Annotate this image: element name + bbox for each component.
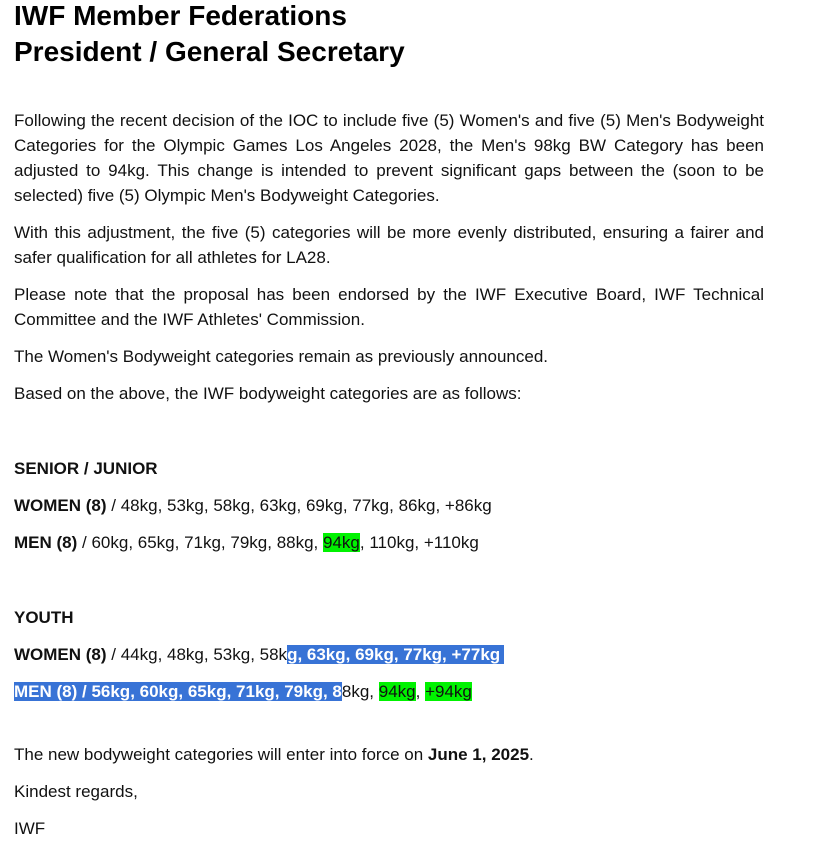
youth-men-row: [14, 679, 764, 704]
paragraph-categories-intro: Based on the above, the IWF bodyweight categories are as follows:: [14, 384, 522, 403]
document-title: [14, 0, 764, 70]
section-heading-senior-junior: [14, 456, 764, 481]
youth-men-separator: ,: [415, 682, 426, 701]
youth-women-row: [14, 642, 764, 667]
signature: IWF: [14, 819, 46, 838]
senior-women-row: [14, 493, 764, 518]
closing-regards: Kindest regards,: [14, 782, 138, 801]
senior-women-label: WOMEN (8): [14, 496, 107, 515]
title-line-roles: President / General Secretary: [14, 36, 405, 67]
document: [14, 0, 764, 841]
senior-men-highlight-94kg: 94kg: [323, 533, 360, 552]
youth-women-values: / 44kg, 48kg, 53kg, 58k: [106, 645, 288, 664]
section-heading-youth: [14, 605, 764, 630]
senior-men-row: [14, 530, 764, 555]
paragraph-ioc-decision: Following the recent decision of the IOC to include five (5) Women's and five (5) Men's Bodyweight Categories for the Olympic Games Los Angeles 2028, the Men's 98kg BW Category has been adjusted to 94kg. This change is intended to prevent significant gaps between the (soon to be selected) five (5) Olympic Men's Bodyweight Categories.: [14, 111, 764, 205]
effective-date-period: .: [529, 745, 534, 764]
youth-women-label: WOMEN (8): [14, 645, 107, 664]
effective-date: June 1, 2025: [427, 745, 530, 764]
paragraph-adjustment: With this adjustment, the five (5) categories will be more evenly distributed, ensuring a fairer and safer qualification for all athletes for LA28.: [14, 223, 764, 267]
youth-women-selected-text[interactable]: g, 63kg, 69kg, 77kg, +77kg: [287, 645, 504, 664]
youth-men-selected-text[interactable]: MEN (8) / 56kg, 60kg, 65kg, 71kg, 79kg, 8: [14, 682, 342, 701]
senior-men-values: / 60kg, 65kg, 71kg, 79kg, 88kg,: [77, 533, 324, 552]
senior-women-values: / 48kg, 53kg, 58kg, 63kg, 69kg, 77kg, 86kg, +86kg: [106, 496, 492, 515]
youth-men-values: 8kg,: [341, 682, 379, 701]
paragraph-endorsement: Please note that the proposal has been endorsed by the IWF Executive Board, IWF Technical Committee and the IWF Athletes' Commission.: [14, 285, 764, 329]
paragraph-women-unchanged: The Women's Bodyweight categories remain as previously announced.: [14, 347, 548, 366]
senior-men-label: MEN (8): [14, 533, 78, 552]
effective-date-line: [14, 742, 764, 767]
youth-men-highlight-94kg: 94kg: [378, 682, 416, 701]
senior-men-values-rest: , 110kg, +110kg: [359, 533, 479, 552]
senior-junior-heading: SENIOR / JUNIOR: [14, 459, 158, 478]
title-line-recipients: IWF Member Federations: [14, 0, 347, 31]
youth-men-highlight-plus94kg: +94kg: [425, 682, 472, 701]
effective-date-text: The new bodyweight categories will enter into force on: [14, 745, 428, 764]
youth-heading: YOUTH: [14, 608, 74, 627]
